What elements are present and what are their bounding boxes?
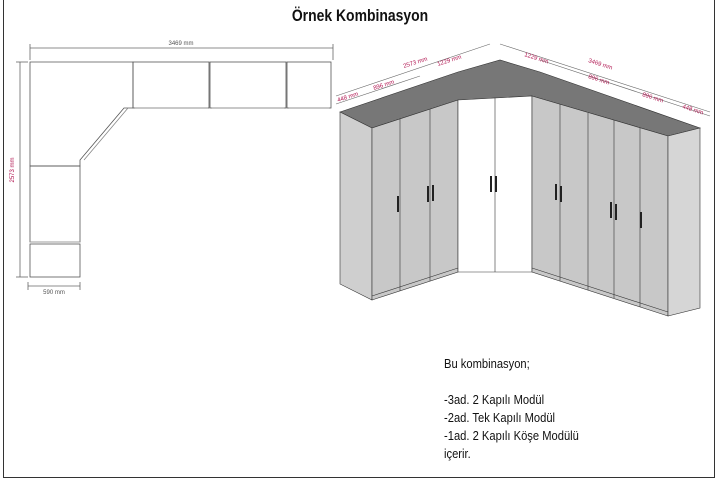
door-handle-icon (490, 176, 492, 192)
description-intro: Bu kombinasyon; (444, 356, 530, 371)
dim-right-seg4: 448 mm (681, 104, 704, 117)
door-handle-icon (555, 184, 557, 200)
dim-left-seg3: 1229 mm (436, 54, 463, 68)
plan-width-label: 3469 mm (168, 41, 194, 47)
combination-description (444, 355, 579, 463)
dim-right-seg3: 896 mm (641, 92, 664, 105)
door-handle-icon (432, 185, 434, 201)
left-side-panel (340, 112, 372, 300)
dim-right-total: 3469 mm (587, 58, 614, 72)
dim-left-seg2: 896 mm (372, 79, 396, 92)
dim-right-seg1: 1229 mm (523, 52, 550, 66)
door-handle-icon (640, 212, 642, 228)
plan-depth-label: 590 mm (43, 290, 65, 296)
page-title: Örnek Kombinasyon (291, 6, 429, 25)
door-handle-icon (615, 204, 617, 220)
door-handle-icon (397, 196, 399, 212)
description-line: -1ad. 2 Kapılı Köşe Modülü (444, 428, 579, 443)
door-handle-icon (560, 186, 562, 202)
dim-right-seg2: 896 mm (587, 74, 610, 87)
description-line: -3ad. 2 Kapılı Modül (444, 392, 545, 407)
door-handle-icon (495, 176, 497, 192)
door-handle-icon (610, 202, 612, 218)
left-wing-front (372, 100, 458, 300)
door-handle-icon (427, 186, 429, 202)
right-side-panel (668, 128, 700, 316)
plan-view (16, 44, 333, 290)
description-line: -2ad. Tek Kapılı Modül (444, 410, 556, 425)
dim-left-seg1: 448 mm (336, 91, 360, 104)
plan-height-label: 2573 mm (10, 157, 16, 183)
description-line: içerir. (444, 446, 471, 461)
dim-left-total: 2573 mm (402, 56, 429, 70)
